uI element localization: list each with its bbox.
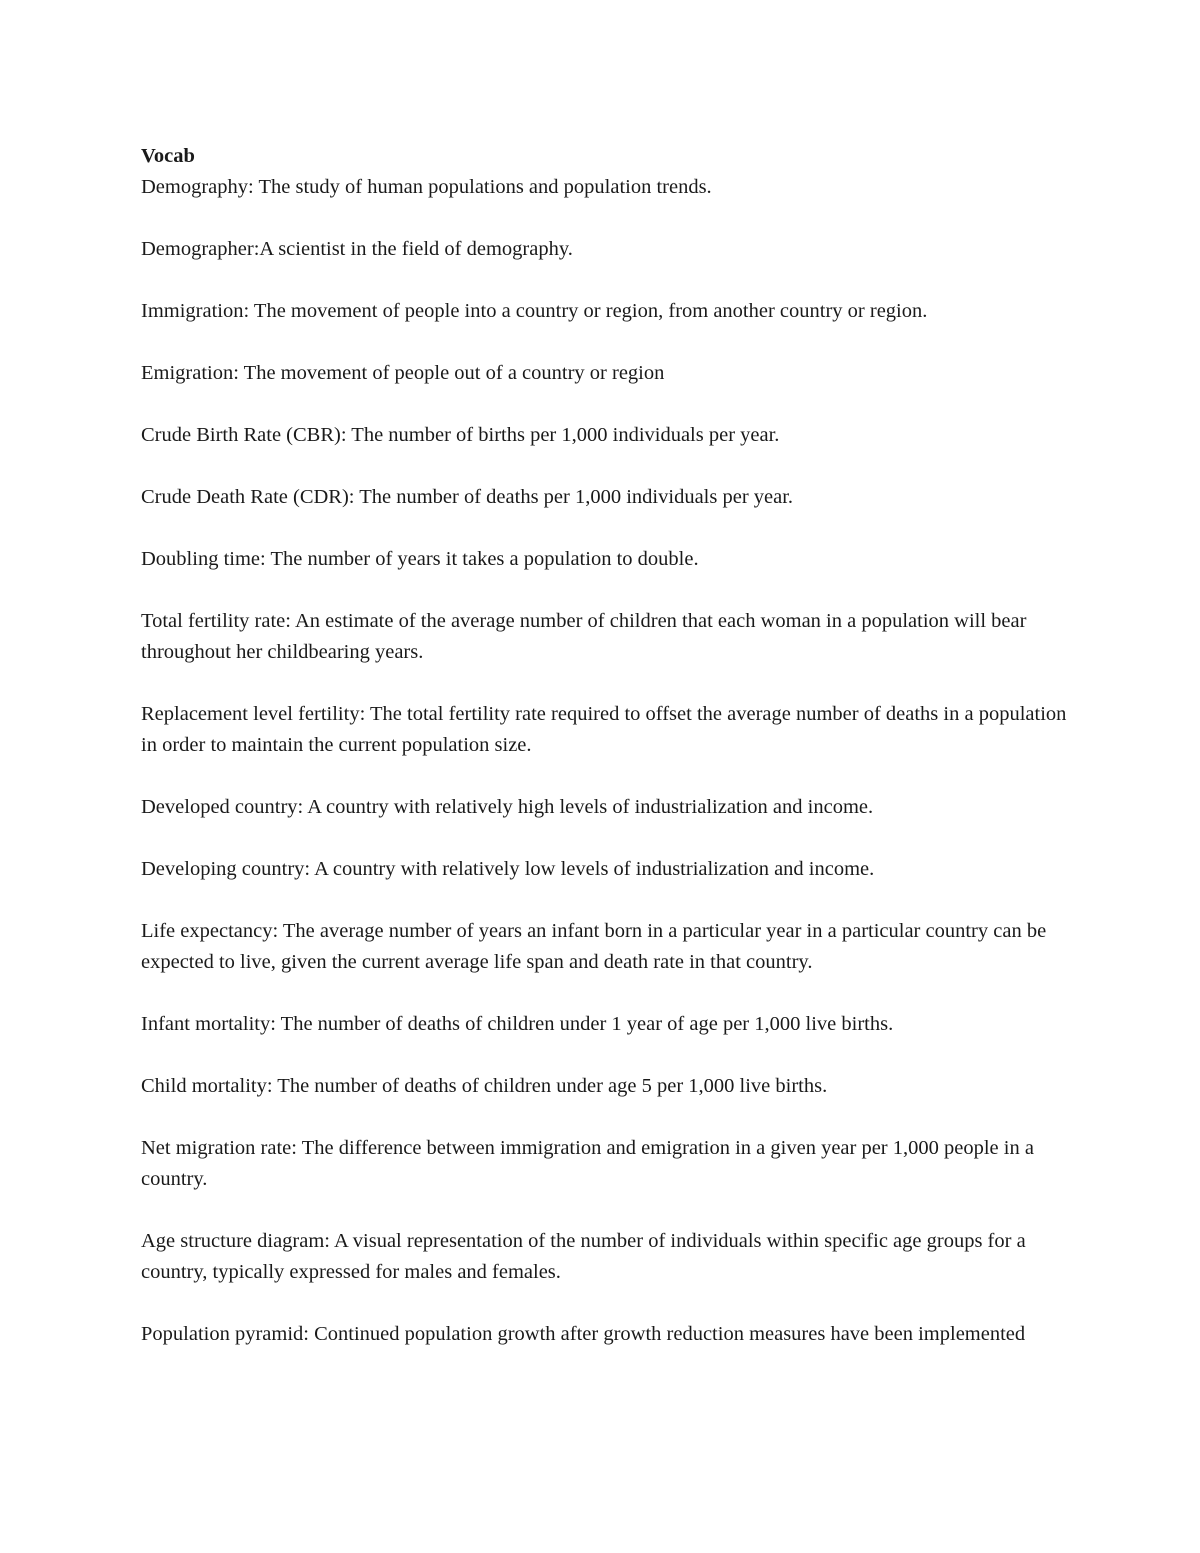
vocab-entry-crude-death-rate: Crude Death Rate (CDR): The number of deaths per 1,000 individuals per year.	[141, 486, 794, 508]
vocab-entry-emigration: Emigration: The movement of people out of a country or region	[141, 362, 665, 384]
vocab-entry-net-migration-rate: Net migration rate: The difference between immigration and emigration in a given year per 1,000 people in a country.	[141, 1137, 1034, 1190]
document-heading: Vocab	[141, 145, 195, 167]
vocab-entry-demographer: Demographer:A scientist in the field of demography.	[141, 238, 573, 260]
vocab-entry-developing-country: Developing country: A country with relatively low levels of industrialization and income.	[141, 858, 875, 880]
vocab-entry-population-pyramid: Population pyramid: Continued population growth after growth reduction measures have been implemented	[141, 1323, 1026, 1345]
vocab-entry-replacement-level-fertility: Replacement level fertility: The total fertility rate required to offset the average number of deaths in a population in order to maintain the current population size.	[141, 703, 1067, 756]
vocab-entry-developed-country: Developed country: A country with relatively high levels of industrialization and income.	[141, 796, 874, 818]
vocab-entry-crude-birth-rate: Crude Birth Rate (CBR): The number of births per 1,000 individuals per year.	[141, 424, 780, 446]
vocab-entry-life-expectancy: Life expectancy: The average number of years an infant born in a particular year in a particular country can be expected to live, given the current average life span and death rate in that country.	[141, 920, 1047, 973]
vocab-entry-demography: Demography: The study of human populations and population trends.	[141, 176, 712, 198]
document-body	[141, 141, 1071, 1381]
vocab-entry-child-mortality: Child mortality: The number of deaths of children under age 5 per 1,000 live births.	[141, 1075, 828, 1097]
vocab-entry-total-fertility-rate: Total fertility rate: An estimate of the average number of children that each woman in a population will bear throughout her childbearing years.	[141, 610, 1027, 663]
vocab-entry-infant-mortality: Infant mortality: The number of deaths of children under 1 year of age per 1,000 live births.	[141, 1013, 894, 1035]
vocab-entry-immigration: Immigration: The movement of people into a country or region, from another country or region.	[141, 300, 928, 322]
vocab-entry-doubling-time: Doubling time: The number of years it takes a population to double.	[141, 548, 699, 570]
vocab-entry-age-structure-diagram: Age structure diagram: A visual representation of the number of individuals within specific age groups for a country, typically expressed for males and females.	[141, 1230, 1026, 1283]
